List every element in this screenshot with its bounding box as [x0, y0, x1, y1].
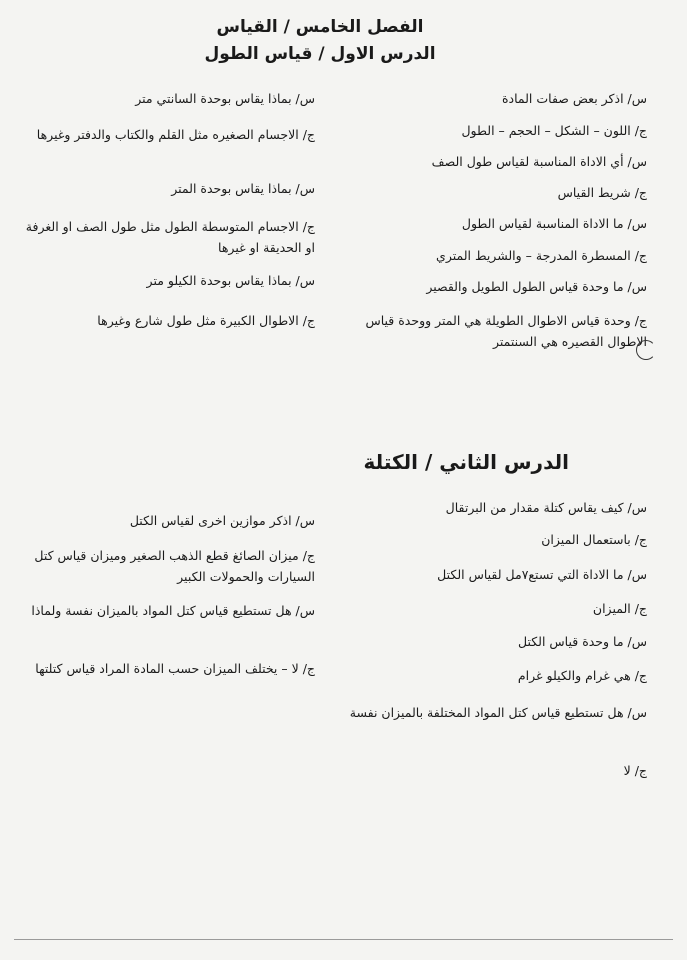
- page-bottom-border: [14, 939, 673, 940]
- qa-item: ج/ ميزان الصائغ قطع الذهب الصغير وميزان قياس كتل السيارات والحمولات الكبير: [34, 548, 315, 584]
- lesson1-title: الدرس الاول / قياس الطول: [204, 44, 436, 64]
- qa-item: س/ بماذا يقاس بوحدة المتر: [171, 181, 315, 196]
- qa-item: س/ اذكر بعض صفات المادة: [501, 91, 647, 106]
- lesson2-title: الدرس الثاني / الكتلة: [363, 450, 569, 474]
- qa-item: س/ اذكر موازين اخرى لقياس الكتل: [129, 513, 315, 528]
- qa-item: ج/ المسطرة المدرجة – والشريط المتري: [436, 248, 647, 263]
- qa-item: ج/ باستعمال الميزان: [541, 532, 647, 547]
- qa-item: ج/ الاجسام المتوسطة الطول مثل طول الصف او الغرفة او الحديقة او غيرها: [25, 219, 315, 255]
- qa-item: س/ أي الاداة المناسبة لقياس طول الصف: [431, 154, 647, 169]
- qa-item: س/ بماذا يقاس بوحدة السانتي متر: [135, 91, 315, 106]
- qa-item: س/ هل تستطيع قياس كتل المواد المختلفة بالميزان نفسة: [349, 705, 647, 720]
- qa-item: ج/ اللون – الشكل – الحجم – الطول: [461, 123, 647, 138]
- qa-item: ج/ شريط القياس: [557, 185, 647, 200]
- qa-item: ج/ الاجسام الصغيره مثل القلم والكتاب والدفتر وغيرها: [36, 127, 315, 142]
- qa-item: س/ ما وحدة قياس الطول الطويل والقصير: [426, 279, 647, 294]
- qa-item: س/ ما الاداة المناسبة لقياس الطول: [461, 216, 647, 231]
- qa-item: س/ كيف يقاس كتلة مقدار من البرتقال: [445, 500, 647, 515]
- qa-item: ج/ هي غرام والكيلو غرام: [517, 668, 647, 683]
- qa-item: س/ ما وحدة قياس الكتل: [518, 634, 647, 649]
- qa-item: ج/ لا: [623, 763, 647, 778]
- qa-item: ج/ وحدة قياس الاطوال الطويلة هي المتر ووحدة قياس الاطوال القصيره هي السنتمتر: [365, 313, 647, 349]
- qa-item: ج/ الاطوال الكبيرة مثل طول شارع وغيرها: [97, 313, 315, 328]
- qa-item: س/ هل تستطيع قياس كتل المواد بالميزان نفسة ولماذا: [31, 603, 315, 618]
- qa-item: ج/ لا – يختلف الميزان حسب المادة المراد قياس كتلتها: [35, 661, 315, 676]
- qa-item: ج/ الميزان: [592, 601, 647, 616]
- chapter-title: الفصل الخامس / القياس: [216, 17, 424, 37]
- qa-item: س/ ما الاداة التي تستع٧مل لقياس الكتل: [437, 567, 647, 582]
- scribble-circle: [636, 340, 656, 360]
- qa-item: س/ بماذا يقاس بوحدة الكيلو متر: [146, 273, 315, 288]
